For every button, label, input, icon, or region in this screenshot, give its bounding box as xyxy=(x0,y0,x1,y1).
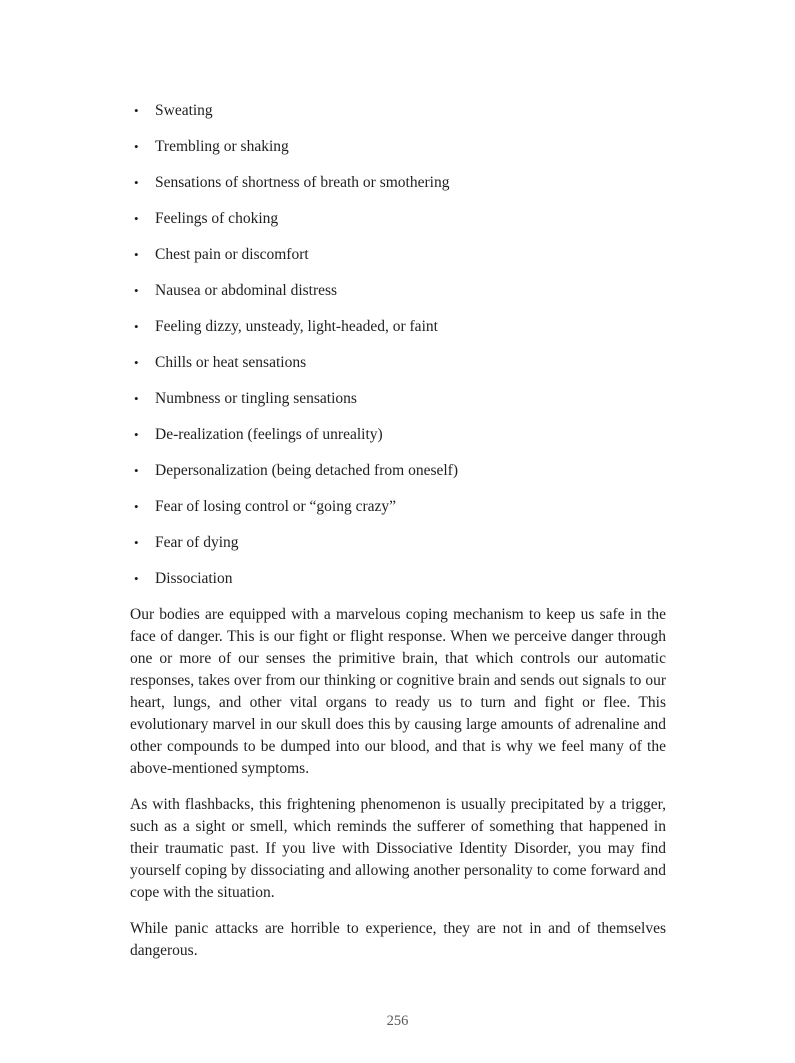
bullet-icon: • xyxy=(134,499,139,514)
symptom-text: Depersonalization (being detached from oneself) xyxy=(155,462,458,479)
bullet-icon: • xyxy=(134,211,139,226)
bullet-icon: • xyxy=(134,535,139,550)
list-item xyxy=(130,100,666,122)
list-item xyxy=(130,244,666,266)
symptom-text: De-realization (feelings of unreality) xyxy=(155,426,383,443)
paragraph-triggers: As with flashbacks, this frightening phenomenon is usually precipitated by a trigger, such as a sight or smell, which reminds the sufferer of something that happened in their traumatic past. If you live with Dissociative Identity Disorder, you may find yourself coping by dissociating and allowing another personality to come forward and cope with the situation. xyxy=(130,796,666,901)
bullet-icon: • xyxy=(134,247,139,262)
symptom-text: Dissociation xyxy=(155,570,233,587)
list-item xyxy=(130,460,666,482)
bullet-icon: • xyxy=(134,571,139,586)
symptom-text: Trembling or shaking xyxy=(155,138,289,155)
bullet-icon: • xyxy=(134,427,139,442)
page-number: 256 xyxy=(386,1013,409,1029)
list-item xyxy=(130,208,666,230)
bullet-icon: • xyxy=(134,283,139,298)
symptom-text: Sweating xyxy=(155,102,213,119)
symptom-list xyxy=(130,100,666,590)
bullet-icon: • xyxy=(134,355,139,370)
symptom-text: Chest pain or discomfort xyxy=(155,246,309,263)
list-item xyxy=(130,496,666,518)
bullet-icon: • xyxy=(134,391,139,406)
symptom-text: Sensations of shortness of breath or smothering xyxy=(155,174,450,191)
bullet-icon: • xyxy=(134,103,139,118)
symptom-text: Chills or heat sensations xyxy=(155,354,307,371)
list-item xyxy=(130,532,666,554)
symptom-text: Fear of dying xyxy=(155,534,239,551)
list-item xyxy=(130,316,666,338)
symptom-text: Numbness or tingling sensations xyxy=(155,390,357,407)
list-item xyxy=(130,352,666,374)
bullet-icon: • xyxy=(134,319,139,334)
symptom-text: Fear of losing control or “going crazy” xyxy=(155,498,397,515)
list-item xyxy=(130,280,666,302)
list-item xyxy=(130,388,666,410)
paragraph-fight-or-flight: Our bodies are equipped with a marvelous coping mechanism to keep us safe in the face of danger. This is our fight or flight response. When we perceive danger through one or more of our senses the primitive brain, that which controls our automatic responses, takes over from our thinking or cognitive brain and sends out signals to our heart, lungs, and other vital organs to ready us to turn and fight or flee. This evolutionary marvel in our skull does this by causing large amounts of adrenaline and other compounds to be dumped into our blood, and that is why we feel many of the above-mentioned symptoms. xyxy=(130,606,666,777)
list-item xyxy=(130,136,666,158)
list-item xyxy=(130,568,666,590)
paragraph-not-dangerous: While panic attacks are horrible to experience, they are not in and of themselves dangerous. xyxy=(130,920,666,959)
bullet-icon: • xyxy=(134,463,139,478)
bullet-icon: • xyxy=(134,139,139,154)
list-item xyxy=(130,424,666,446)
page-content xyxy=(130,100,666,976)
list-item xyxy=(130,172,666,194)
bullet-icon: • xyxy=(134,175,139,190)
symptom-text: Feelings of choking xyxy=(155,210,279,227)
symptom-text: Nausea or abdominal distress xyxy=(155,282,338,299)
symptom-text: Feeling dizzy, unsteady, light-headed, or faint xyxy=(155,318,438,335)
